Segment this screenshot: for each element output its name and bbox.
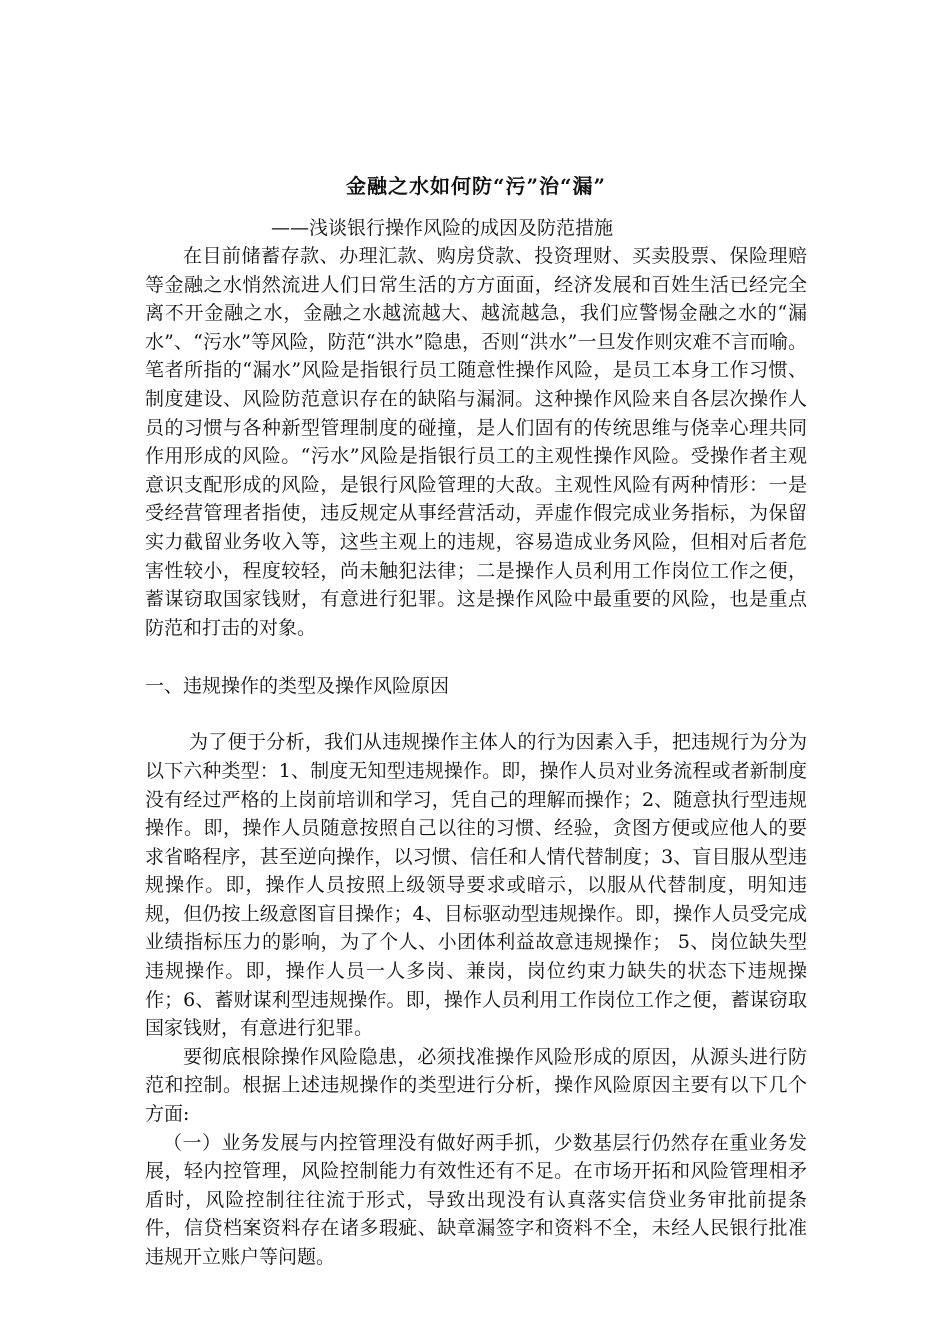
body-paragraph-types: 为了便于分析，我们从违规操作主体人的行为因素入手，把违规行为分为以下六种类型：1、制度无知型违规操作。即，操作人员对业务流程或者新制度没有经过严格的上岗前培训和学习，凭自己的理解而操作；2、随意执行型违规操作。即，操作人员随意按照自己以往的习惯、经验，贪图方便或应他人的要求省略程序，甚至逆向操作，以习惯、信任和人情代替制度；3、盲目服从型违规操作。即，操作人员按照上级领导要求或暗示，以服从代替制度，明知违规，但仍按上级意图盲目操作；4、目标驱动型违规操作。即，操作人员受完成业绩指标压力的影响，为了个人、小团体利益故意违规操作； 5、岗位缺失型违规操作。即，操作人员一人多岗、兼岗，岗位约束力缺失的状态下违规操作；6、蓄财谋利型违规操作。即，操作人员利用工作岗位工作之便，蓄谋窃取国家钱财，有意进行犯罪。 — [145, 731, 807, 1040]
document-body — [145, 170, 807, 1272]
body-paragraph-causes: 要彻底根除操作风险隐患，必须找准操作风险形成的原因，从源头进行防范和控制。根据上述违规操作的类型进行分析，操作风险原因主要有以下几个方面: — [145, 1045, 807, 1126]
intro-paragraph: 在目前储蓄存款、办理汇款、购房贷款、投资理财、买卖股票、保险理赔等金融之水悄然流进人们日常生活的方方面面，经济发展和百姓生活已经完全离不开金融之水，金融之水越流越大、越流越急，我们应警惕金融之水的“漏水”、“污水”等风险，防范“洪水”隐患，否则“洪水”一旦发作则灾难不言而喻。笔者所指的“漏水”风险是指银行员工随意性操作风险，是员工本身工作习惯、制度建设、风险防范意识存在的缺陷与漏洞。这种操作风险来自各层次操作人员的习惯与各种新型管理制度的碰撞，是人们固有的传统思维与侥幸心理共同作用形成的风险。“污水”风险是指银行员工的主观性操作风险。受操作者主观意识支配形成的风险，是银行风险管理的大敌。主观性风险有两种情形：一是受经营管理者指使，违反规定从事经营活动，弄虚作假完成业务指标，为保留实力截留业务收入等，这些主观上的违规，容易造成业务风险，但相对后者危害性较小，程度较轻，尚未触犯法律；二是操作人员利用工作岗位工作之便，蓄谋窃取国家钱财，有意进行犯罪。这是操作风险中最重要的风险，也是重点防范和打击的对象。 — [145, 245, 807, 639]
section-heading: 一、违规操作的类型及操作风险原因 — [145, 675, 450, 698]
document-subtitle: ——浅谈银行操作风险的成因及防范措施 — [271, 217, 614, 239]
document-title: 金融之水如何防“污”治“漏” — [345, 174, 606, 198]
body-paragraph-cause-one: （一）业务发展与内控管理没有做好两手抓，少数基层行仍然存在重业务发展，轻内控管理，风险控制能力有效性还有不足。在市场开拓和风险管理相矛盾时，风险控制往往流于形式，导致出现没有认真落实信贷业务审批前提条件，信贷档案资料存在诸多瑕疵、缺章漏签字和资料不全，未经人民银行批准违规开立账户等问题。 — [145, 1131, 807, 1268]
